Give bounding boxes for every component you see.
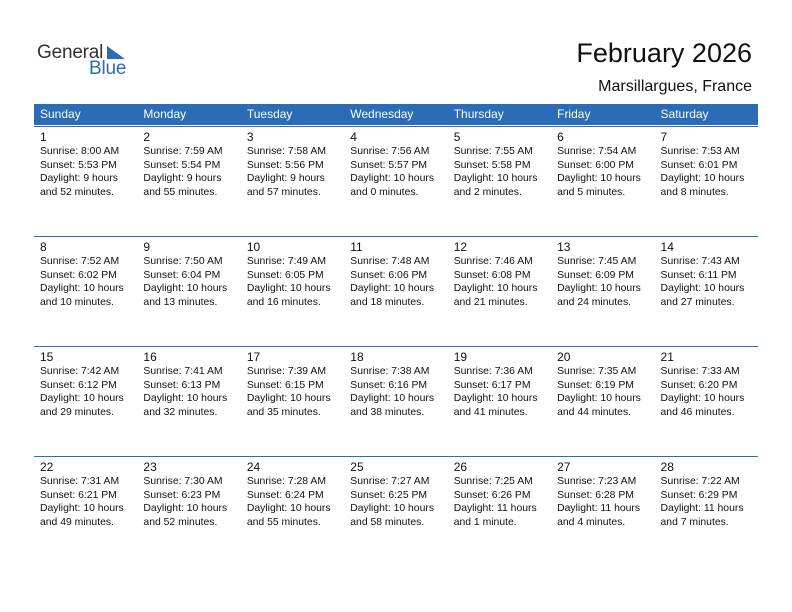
day-cell xyxy=(241,237,344,325)
day-number: 2 xyxy=(143,130,151,144)
daylight-hours-text: Daylight: 10 hours xyxy=(557,393,641,404)
sunset-text: Sunset: 6:16 PM xyxy=(350,379,428,391)
daylight-hours-text: Daylight: 9 hours xyxy=(143,173,222,184)
sunrise-text: Sunrise: 7:27 AM xyxy=(350,476,430,487)
sunset-text: Sunset: 6:09 PM xyxy=(557,269,634,281)
daylight-minutes-text: and 4 minutes. xyxy=(557,516,626,528)
daylight-hours-text: Daylight: 9 hours xyxy=(246,173,325,184)
sunset-text: Sunset: 6:20 PM xyxy=(660,379,738,391)
day-cell xyxy=(34,237,137,325)
week-row xyxy=(34,236,758,325)
sunrise-text: Sunrise: 7:36 AM xyxy=(453,366,533,377)
daylight-minutes-text: and 29 minutes. xyxy=(40,406,114,418)
day-cell xyxy=(448,457,551,545)
sunrise-text: Sunrise: 7:42 AM xyxy=(40,366,120,377)
day-number: 20 xyxy=(557,350,571,364)
day-number: 23 xyxy=(143,460,157,474)
day-cell xyxy=(551,347,654,435)
day-number: 15 xyxy=(40,350,54,364)
daylight-minutes-text: and 58 minutes. xyxy=(350,516,425,528)
daylight-minutes-text: and 38 minutes. xyxy=(350,406,425,418)
sunset-text: Sunset: 6:24 PM xyxy=(246,489,324,501)
sunrise-text: Sunrise: 7:46 AM xyxy=(453,256,533,267)
day-number: 22 xyxy=(40,460,54,474)
weekday-header: Monday xyxy=(143,107,187,121)
week-row xyxy=(34,456,758,545)
daylight-minutes-text: and 7 minutes. xyxy=(660,516,729,528)
sunrise-text: Sunrise: 7:30 AM xyxy=(143,476,223,487)
sunset-text: Sunset: 5:56 PM xyxy=(246,159,324,171)
sunset-text: Sunset: 6:12 PM xyxy=(40,379,117,391)
daylight-minutes-text: and 8 minutes. xyxy=(660,186,729,198)
day-cell xyxy=(344,237,447,325)
day-number: 26 xyxy=(453,460,468,474)
day-number: 8 xyxy=(40,240,47,254)
day-cell xyxy=(137,347,240,435)
sunrise-text: Sunrise: 7:54 AM xyxy=(557,146,637,157)
daylight-minutes-text: and 1 minute. xyxy=(453,516,517,528)
daylight-minutes-text: and 24 minutes. xyxy=(557,296,632,308)
day-number: 13 xyxy=(557,240,571,254)
daylight-minutes-text: and 46 minutes. xyxy=(660,406,735,418)
day-number: 24 xyxy=(246,460,261,474)
logo-text-general: General xyxy=(37,42,104,63)
sunset-text: Sunset: 5:54 PM xyxy=(143,159,221,171)
daylight-hours-text: Daylight: 10 hours xyxy=(350,173,435,184)
sunrise-text: Sunrise: 7:49 AM xyxy=(246,256,326,267)
daylight-minutes-text: and 2 minutes. xyxy=(453,186,522,198)
sunset-text: Sunset: 6:15 PM xyxy=(246,379,324,391)
daylight-minutes-text: and 55 minutes. xyxy=(143,186,218,198)
sunset-text: Sunset: 5:53 PM xyxy=(40,159,117,171)
sunset-text: Sunset: 6:08 PM xyxy=(453,269,531,281)
day-cell xyxy=(241,127,344,215)
daylight-minutes-text: and 0 minutes. xyxy=(350,186,419,198)
sunset-text: Sunset: 6:25 PM xyxy=(350,489,428,501)
sunset-text: Sunset: 6:04 PM xyxy=(143,269,221,281)
day-cell xyxy=(655,127,758,215)
daylight-minutes-text: and 35 minutes. xyxy=(246,406,321,418)
day-cell xyxy=(344,457,447,545)
sunrise-text: Sunrise: 7:58 AM xyxy=(246,146,326,157)
daylight-minutes-text: and 57 minutes. xyxy=(246,186,321,198)
weekday-header: Tuesday xyxy=(246,107,293,121)
day-cell xyxy=(655,237,758,325)
day-number: 14 xyxy=(660,240,674,254)
day-number: 1 xyxy=(40,130,47,144)
daylight-hours-text: Daylight: 10 hours xyxy=(660,173,745,184)
day-number: 18 xyxy=(350,350,364,364)
daylight-minutes-text: and 44 minutes. xyxy=(557,406,632,418)
day-number: 17 xyxy=(246,350,261,364)
day-cell xyxy=(448,127,551,215)
daylight-minutes-text: and 21 minutes. xyxy=(453,296,528,308)
daylight-minutes-text: and 32 minutes. xyxy=(143,406,218,418)
daylight-hours-text: Daylight: 10 hours xyxy=(40,393,124,404)
day-cell xyxy=(344,347,447,435)
day-cell xyxy=(448,347,551,435)
day-number: 19 xyxy=(453,350,468,364)
weekday-header: Wednesday xyxy=(350,107,414,121)
weekday-header: Saturday xyxy=(660,107,709,121)
weekday-header: Friday xyxy=(557,107,591,121)
daylight-hours-text: Daylight: 10 hours xyxy=(453,393,538,404)
sunset-text: Sunset: 6:05 PM xyxy=(246,269,324,281)
daylight-hours-text: Daylight: 10 hours xyxy=(246,503,331,514)
sunrise-text: Sunrise: 7:50 AM xyxy=(143,256,223,267)
sunset-text: Sunset: 6:19 PM xyxy=(557,379,634,391)
day-cell xyxy=(344,127,447,215)
sunset-text: Sunset: 6:23 PM xyxy=(143,489,221,501)
daylight-hours-text: Daylight: 10 hours xyxy=(143,393,228,404)
sunset-text: Sunset: 5:57 PM xyxy=(350,159,428,171)
daylight-minutes-text: and 55 minutes. xyxy=(246,516,321,528)
brand-logo xyxy=(37,42,137,82)
daylight-hours-text: Daylight: 10 hours xyxy=(246,393,331,404)
weekday-header: Sunday xyxy=(40,107,81,121)
daylight-minutes-text: and 52 minutes. xyxy=(143,516,218,528)
sunset-text: Sunset: 5:58 PM xyxy=(453,159,531,171)
day-number: 27 xyxy=(557,460,571,474)
daylight-hours-text: Daylight: 10 hours xyxy=(557,283,641,294)
sunrise-text: Sunrise: 7:41 AM xyxy=(143,366,223,377)
day-number: 7 xyxy=(660,130,668,144)
day-number: 6 xyxy=(557,130,564,144)
day-cell xyxy=(655,457,758,545)
day-cell xyxy=(448,237,551,325)
day-number: 4 xyxy=(350,130,357,144)
daylight-hours-text: Daylight: 10 hours xyxy=(350,393,435,404)
week-row xyxy=(34,346,758,435)
sunset-text: Sunset: 6:17 PM xyxy=(453,379,531,391)
day-cell xyxy=(34,457,137,545)
day-number: 10 xyxy=(246,240,261,254)
logo-text-blue: Blue xyxy=(89,58,127,79)
day-number: 11 xyxy=(350,240,363,254)
day-cell xyxy=(241,457,344,545)
week-row xyxy=(34,126,758,215)
day-cell xyxy=(137,127,240,215)
sunrise-text: Sunrise: 7:28 AM xyxy=(246,476,326,487)
day-cell xyxy=(34,347,137,435)
sunrise-text: Sunrise: 7:31 AM xyxy=(40,476,120,487)
sunrise-text: Sunrise: 7:53 AM xyxy=(660,146,740,157)
sunrise-text: Sunrise: 7:25 AM xyxy=(453,476,533,487)
weekday-header: Thursday xyxy=(453,107,504,121)
daylight-hours-text: Daylight: 10 hours xyxy=(40,283,124,294)
sunrise-text: Sunrise: 8:00 AM xyxy=(40,146,120,157)
daylight-minutes-text: and 41 minutes. xyxy=(453,406,528,418)
daylight-minutes-text: and 49 minutes. xyxy=(40,516,114,528)
day-cell xyxy=(551,237,654,325)
daylight-hours-text: Daylight: 9 hours xyxy=(40,173,118,184)
daylight-hours-text: Daylight: 10 hours xyxy=(557,173,641,184)
day-cell xyxy=(34,127,137,215)
weekday-header-row xyxy=(34,104,758,125)
sunrise-text: Sunrise: 7:35 AM xyxy=(557,366,637,377)
sunset-text: Sunset: 6:00 PM xyxy=(557,159,634,171)
daylight-minutes-text: and 18 minutes. xyxy=(350,296,425,308)
sunrise-text: Sunrise: 7:23 AM xyxy=(557,476,637,487)
daylight-hours-text: Daylight: 11 hours xyxy=(660,503,744,514)
day-number: 28 xyxy=(660,460,674,474)
daylight-hours-text: Daylight: 10 hours xyxy=(453,173,538,184)
sunrise-text: Sunrise: 7:43 AM xyxy=(660,256,740,267)
daylight-minutes-text: and 13 minutes. xyxy=(143,296,218,308)
sunset-text: Sunset: 6:13 PM xyxy=(143,379,221,391)
sunset-text: Sunset: 6:26 PM xyxy=(453,489,531,501)
day-cell xyxy=(241,347,344,435)
daylight-hours-text: Daylight: 10 hours xyxy=(660,393,745,404)
sunset-text: Sunset: 6:06 PM xyxy=(350,269,428,281)
daylight-hours-text: Daylight: 10 hours xyxy=(350,283,435,294)
day-number: 5 xyxy=(453,130,461,144)
sunset-text: Sunset: 6:21 PM xyxy=(40,489,117,501)
day-number: 21 xyxy=(660,350,674,364)
day-cell xyxy=(655,347,758,435)
day-cell xyxy=(551,457,654,545)
daylight-minutes-text: and 5 minutes. xyxy=(557,186,626,198)
daylight-minutes-text: and 27 minutes. xyxy=(660,296,735,308)
daylight-hours-text: Daylight: 10 hours xyxy=(660,283,745,294)
daylight-minutes-text: and 10 minutes. xyxy=(40,296,114,308)
daylight-hours-text: Daylight: 10 hours xyxy=(453,283,538,294)
sunrise-text: Sunrise: 7:22 AM xyxy=(660,476,740,487)
day-cell xyxy=(137,237,240,325)
sunset-text: Sunset: 6:01 PM xyxy=(660,159,738,171)
sunrise-text: Sunrise: 7:55 AM xyxy=(453,146,533,157)
sunset-text: Sunset: 6:11 PM xyxy=(660,269,737,281)
daylight-hours-text: Daylight: 11 hours xyxy=(453,503,537,514)
calendar-location: Marsillargues, France xyxy=(598,78,752,95)
day-number: 25 xyxy=(350,460,364,474)
daylight-hours-text: Daylight: 10 hours xyxy=(350,503,435,514)
sunset-text: Sunset: 6:29 PM xyxy=(660,489,738,501)
sunrise-text: Sunrise: 7:52 AM xyxy=(40,256,120,267)
day-number: 9 xyxy=(143,240,151,254)
daylight-minutes-text: and 16 minutes. xyxy=(246,296,321,308)
sunrise-text: Sunrise: 7:56 AM xyxy=(350,146,430,157)
sunrise-text: Sunrise: 7:38 AM xyxy=(350,366,430,377)
sunrise-text: Sunrise: 7:48 AM xyxy=(350,256,430,267)
daylight-hours-text: Daylight: 10 hours xyxy=(143,283,228,294)
sunrise-text: Sunrise: 7:39 AM xyxy=(246,366,326,377)
calendar-title: February 2026 xyxy=(576,38,752,68)
sunset-text: Sunset: 6:02 PM xyxy=(40,269,117,281)
daylight-hours-text: Daylight: 10 hours xyxy=(246,283,331,294)
daylight-hours-text: Daylight: 10 hours xyxy=(143,503,228,514)
sunset-text: Sunset: 6:28 PM xyxy=(557,489,634,501)
day-cell xyxy=(551,127,654,215)
day-cell xyxy=(137,457,240,545)
day-number: 16 xyxy=(143,350,157,364)
day-number: 12 xyxy=(453,240,468,254)
daylight-hours-text: Daylight: 11 hours xyxy=(557,503,641,514)
sunrise-text: Sunrise: 7:33 AM xyxy=(660,366,740,377)
day-number: 3 xyxy=(246,130,254,144)
daylight-hours-text: Daylight: 10 hours xyxy=(40,503,124,514)
sunrise-text: Sunrise: 7:45 AM xyxy=(557,256,637,267)
daylight-minutes-text: and 52 minutes. xyxy=(40,186,114,198)
sunrise-text: Sunrise: 7:59 AM xyxy=(143,146,223,157)
